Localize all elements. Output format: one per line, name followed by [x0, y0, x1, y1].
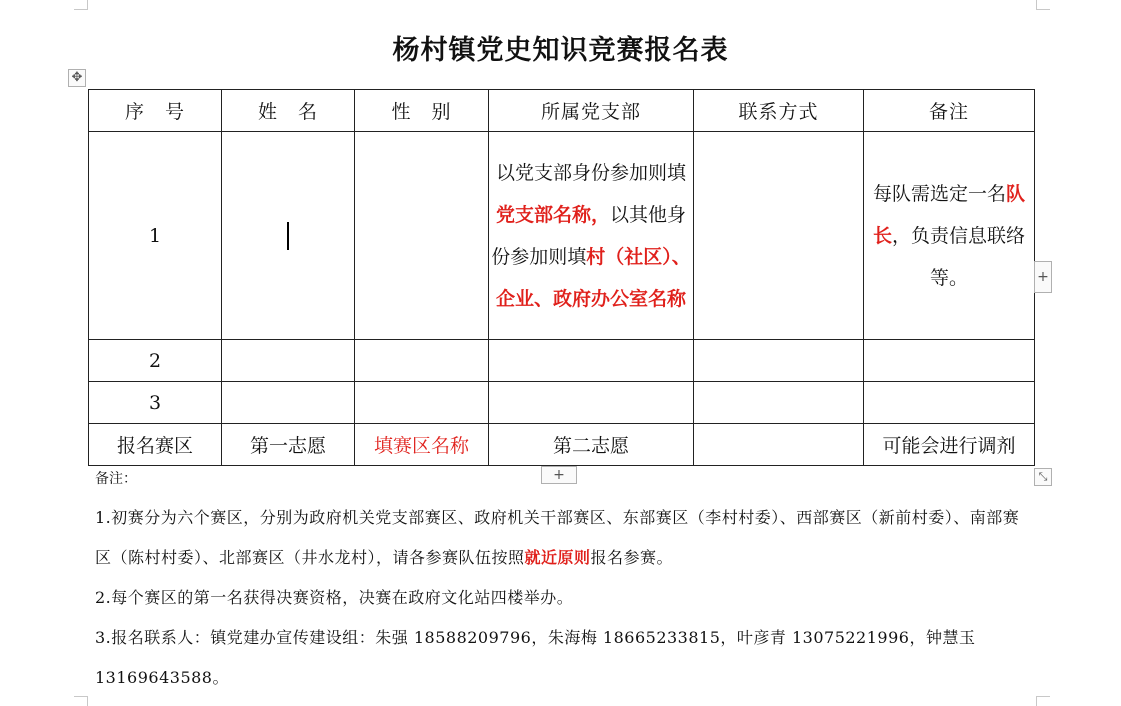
table-row — [89, 340, 1035, 382]
document-title: 杨村镇党史知识竞赛报名表 — [392, 35, 729, 66]
row3-remark-cell[interactable] — [864, 382, 1035, 424]
row3-name-cell[interactable] — [222, 382, 355, 424]
footer-second-choice-label[interactable]: 第二志愿 — [489, 424, 694, 466]
row1-branch-cell[interactable] — [489, 132, 694, 340]
notes-item-2: 2.每个赛区的第一名获得决赛资格，决赛在政府文化站四楼举办。 — [95, 588, 574, 607]
notes-section — [95, 470, 1035, 698]
page-corner-mark-bottom-right — [1036, 696, 1050, 706]
add-row-icon[interactable]: + — [541, 466, 577, 484]
row3-contact-cell[interactable] — [694, 382, 864, 424]
page-corner-mark-top-left — [74, 0, 88, 10]
row2-branch-cell[interactable] — [489, 340, 694, 382]
branch-note-highlight-2: 村（社区）、企业、政府办公室名称 — [495, 245, 691, 310]
footer-adjust-note[interactable]: 可能会进行调剂 — [864, 424, 1035, 466]
page-corner-mark-top-right — [1036, 0, 1050, 10]
notes-item-1-text-b: 报名参赛。 — [590, 548, 674, 567]
header-contact[interactable]: 联系方式 — [694, 90, 864, 132]
table-resize-icon[interactable]: ⤡ — [1034, 468, 1052, 486]
row1-contact-cell[interactable] — [694, 132, 864, 340]
notes-item-1-text-a: 1.初赛分为六个赛区，分别为政府机关党支部赛区、政府机关干部赛区、东部赛区（李村村委）、西部赛区（新前村委）、南部赛区（陈村村委）、北部赛区（井水龙村），请各参赛队伍按照 — [95, 508, 1020, 567]
notes-title: 备注： — [95, 471, 137, 487]
row3-index[interactable]: 3 — [89, 382, 222, 424]
footer-second-choice-value[interactable] — [694, 424, 864, 466]
header-gender[interactable]: 性 别 — [355, 90, 489, 132]
remark-highlight: 队长 — [872, 182, 1026, 247]
notes-item-1 — [95, 498, 1035, 578]
footer-first-choice-label[interactable]: 第一志愿 — [222, 424, 355, 466]
row1-remark-cell[interactable] — [864, 132, 1035, 340]
row2-remark-cell[interactable] — [864, 340, 1035, 382]
header-remark[interactable]: 备注 — [864, 90, 1035, 132]
branch-note-text-2: 以其他身份参加则填 — [491, 203, 687, 268]
row1-index[interactable]: 1 — [89, 132, 222, 340]
notes-item-1-highlight: 就近原则 — [524, 548, 591, 567]
row3-gender-cell[interactable] — [355, 382, 489, 424]
branch-note-text-1: 以党支部身份参加则填 — [495, 161, 686, 184]
row2-index[interactable]: 2 — [89, 340, 222, 382]
row3-branch-cell[interactable] — [489, 382, 694, 424]
row2-name-cell[interactable] — [222, 340, 355, 382]
remark-text-2: ，负责信息联络等。 — [892, 224, 1026, 289]
row1-name-cell[interactable] — [222, 132, 355, 340]
table-move-icon[interactable]: ✥ — [68, 69, 86, 87]
table-row — [89, 382, 1035, 424]
text-cursor — [287, 222, 289, 250]
row2-gender-cell[interactable] — [355, 340, 489, 382]
add-column-icon[interactable]: + — [1034, 261, 1052, 293]
header-index[interactable]: 序 号 — [89, 90, 222, 132]
registration-table — [88, 89, 1035, 466]
footer-zone-label[interactable]: 报名赛区 — [89, 424, 222, 466]
page-corner-mark-bottom-left — [74, 696, 88, 706]
remark-text-1: 每队需选定一名 — [872, 182, 1006, 205]
footer-first-choice-value[interactable]: 填赛区名称 — [355, 424, 489, 466]
notes-item-3: 3.报名联系人：镇党建办宣传建设组：朱强 18588209796，朱海梅 18665233815，叶彦青 13075221996，钟慧玉 13169643588。 — [95, 628, 976, 687]
branch-note-highlight-1: 党支部名称， — [495, 203, 610, 226]
header-party-branch[interactable]: 所属党支部 — [489, 90, 694, 132]
table-footer-row — [89, 424, 1035, 466]
row1-gender-cell[interactable] — [355, 132, 489, 340]
row2-contact-cell[interactable] — [694, 340, 864, 382]
header-name[interactable]: 姓 名 — [222, 90, 355, 132]
table-row — [89, 132, 1035, 340]
table-header-row — [89, 90, 1035, 132]
